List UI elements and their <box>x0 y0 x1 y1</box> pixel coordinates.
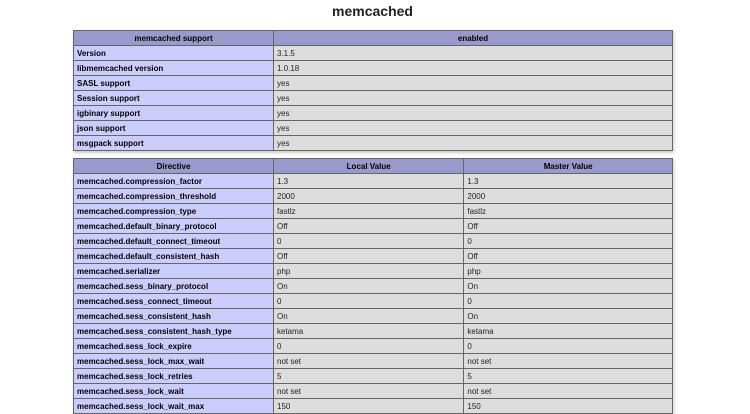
table-row <box>74 384 673 399</box>
support-name-cell: Version <box>74 46 274 61</box>
local-value-cell: On <box>274 309 464 324</box>
local-value-cell: 150 <box>274 399 464 414</box>
support-name-cell: json support <box>74 121 274 136</box>
master-value-cell: 0 <box>464 294 673 309</box>
master-value-cell: not set <box>464 354 673 369</box>
local-value-cell: Off <box>274 219 464 234</box>
column-header-directive: Directive <box>74 159 274 174</box>
table-row <box>74 204 673 219</box>
master-value-cell: 0 <box>464 234 673 249</box>
directive-table <box>73 158 673 414</box>
table-row <box>74 369 673 384</box>
master-value-cell: On <box>464 279 673 294</box>
support-value-cell: yes <box>274 121 673 136</box>
table-row <box>74 279 673 294</box>
table-row <box>74 121 673 136</box>
table-row <box>74 174 673 189</box>
directive-name-cell: memcached.sess_lock_retries <box>74 369 274 384</box>
local-value-cell: not set <box>274 354 464 369</box>
local-value-cell: 0 <box>274 294 464 309</box>
directive-name-cell: memcached.sess_connect_timeout <box>74 294 274 309</box>
support-name-cell: msgpack support <box>74 136 274 151</box>
directive-name-cell: memcached.default_connect_timeout <box>74 234 274 249</box>
directive-name-cell: memcached.sess_binary_protocol <box>74 279 274 294</box>
local-value-cell: Off <box>274 249 464 264</box>
master-value-cell: php <box>464 264 673 279</box>
local-value-cell: not set <box>274 384 464 399</box>
table-row <box>74 189 673 204</box>
local-value-cell: 0 <box>274 234 464 249</box>
support-value-cell: 3.1.5 <box>274 46 673 61</box>
master-value-cell: 2000 <box>464 189 673 204</box>
directive-name-cell: memcached.sess_consistent_hash <box>74 309 274 324</box>
directive-name-cell: memcached.serializer <box>74 264 274 279</box>
master-value-cell: not set <box>464 384 673 399</box>
master-value-cell: 5 <box>464 369 673 384</box>
support-name-cell: Session support <box>74 91 274 106</box>
table-row <box>74 219 673 234</box>
table-row <box>74 234 673 249</box>
local-value-cell: php <box>274 264 464 279</box>
column-header-local-value: Local Value <box>274 159 464 174</box>
table-row <box>74 354 673 369</box>
support-value-cell: 1.0.18 <box>274 61 673 76</box>
support-value-cell: yes <box>274 91 673 106</box>
master-value-cell: Off <box>464 249 673 264</box>
support-value-cell: yes <box>274 106 673 121</box>
table-row <box>74 249 673 264</box>
table-row <box>74 324 673 339</box>
directive-name-cell: memcached.compression_factor <box>74 174 274 189</box>
directive-name-cell: memcached.compression_threshold <box>74 189 274 204</box>
directive-name-cell: memcached.sess_lock_max_wait <box>74 354 274 369</box>
column-header-master-value: Master Value <box>464 159 673 174</box>
directive-name-cell: memcached.compression_type <box>74 204 274 219</box>
table-row <box>74 309 673 324</box>
column-header-support: memcached support <box>74 31 274 46</box>
directive-name-cell: memcached.sess_lock_expire <box>74 339 274 354</box>
table-row <box>74 294 673 309</box>
support-value-cell: yes <box>274 136 673 151</box>
master-value-cell: 1.3 <box>464 174 673 189</box>
page-title: memcached <box>332 3 413 19</box>
table-row <box>74 76 673 91</box>
master-value-cell: On <box>464 309 673 324</box>
local-value-cell: 5 <box>274 369 464 384</box>
table-row <box>74 339 673 354</box>
master-value-cell: fastlz <box>464 204 673 219</box>
column-header-enabled: enabled <box>274 31 673 46</box>
master-value-cell: 150 <box>464 399 673 414</box>
local-value-cell: 2000 <box>274 189 464 204</box>
table-row <box>74 91 673 106</box>
table-row <box>74 136 673 151</box>
table-row <box>74 399 673 414</box>
table-row <box>74 106 673 121</box>
local-value-cell: On <box>274 279 464 294</box>
local-value-cell: 0 <box>274 339 464 354</box>
directive-name-cell: memcached.sess_lock_wait_max <box>74 399 274 414</box>
support-name-cell: libmemcached version <box>74 61 274 76</box>
table-header-row <box>74 159 673 174</box>
master-value-cell: 0 <box>464 339 673 354</box>
table-row <box>74 264 673 279</box>
directive-name-cell: memcached.sess_lock_wait <box>74 384 274 399</box>
local-value-cell: 1.3 <box>274 174 464 189</box>
support-value-cell: yes <box>274 76 673 91</box>
directive-name-cell: memcached.default_binary_protocol <box>74 219 274 234</box>
table-row <box>74 46 673 61</box>
memcached-support-table <box>73 30 673 151</box>
master-value-cell: ketama <box>464 324 673 339</box>
support-name-cell: igbinary support <box>74 106 274 121</box>
local-value-cell: ketama <box>274 324 464 339</box>
table-row <box>74 61 673 76</box>
master-value-cell: Off <box>464 219 673 234</box>
directive-name-cell: memcached.sess_consistent_hash_type <box>74 324 274 339</box>
support-name-cell: SASL support <box>74 76 274 91</box>
table-header-row <box>74 31 673 46</box>
local-value-cell: fastlz <box>274 204 464 219</box>
directive-name-cell: memcached.default_consistent_hash <box>74 249 274 264</box>
